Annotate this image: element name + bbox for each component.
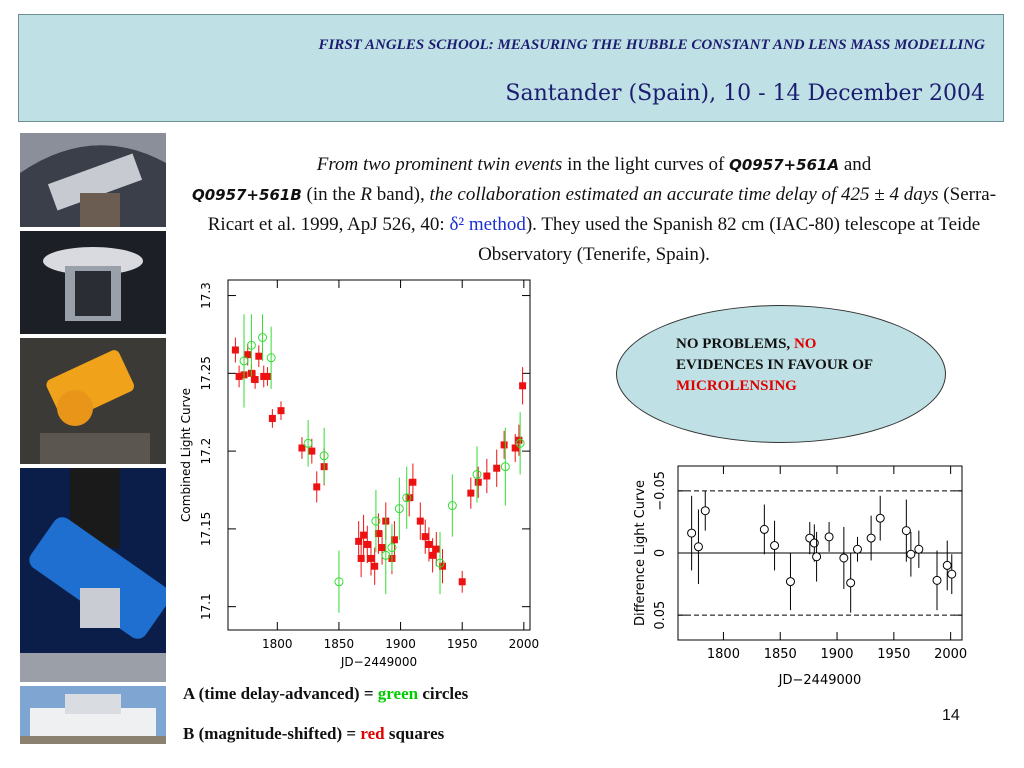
data-point	[840, 554, 848, 562]
data-point-b	[367, 555, 374, 562]
y-tick-label: 17.2	[199, 437, 213, 465]
observatory-building-photo	[20, 686, 166, 744]
callout-text: EVIDENCES IN FAVOUR OF	[676, 357, 873, 373]
intro-text: (Serra-Ricart et al. 1999, ApJ 526, 40:	[207, 184, 997, 235]
data-point-b	[364, 541, 371, 548]
data-point	[915, 545, 923, 553]
data-point	[688, 529, 696, 537]
data-point-b	[429, 552, 436, 559]
conclusion-text	[676, 334, 926, 397]
intro-text: (in the	[301, 184, 361, 205]
method-name: δ² method	[449, 214, 526, 235]
data-point	[701, 507, 709, 515]
data-point-b	[422, 533, 429, 540]
data-point-b	[379, 544, 386, 551]
data-point-b	[467, 490, 474, 497]
legend-text: squares	[384, 724, 445, 743]
data-point	[760, 525, 768, 533]
y-tick-label: 17.1	[199, 593, 213, 621]
x-tick-label: 1950	[446, 637, 478, 651]
header-banner	[18, 14, 1004, 122]
intro-paragraph	[176, 150, 1012, 270]
x-tick-label: 1800	[706, 647, 740, 662]
intro-emphasis: From two prominent twin events	[316, 154, 563, 175]
data-point-b	[475, 479, 482, 486]
x-tick-label: 2000	[934, 647, 968, 662]
telescope-dome-photo	[20, 133, 166, 227]
data-point-b	[459, 578, 466, 585]
x-axis-label: JD−2449000	[778, 673, 862, 688]
legend-text: B (magnitude-shifted) =	[183, 724, 361, 743]
yellow-telescope-photo	[20, 338, 166, 464]
difference-light-curve-chart	[632, 458, 972, 698]
data-point-b	[232, 347, 239, 354]
y-tick-label: 17.15	[199, 511, 213, 547]
data-point-b	[255, 353, 262, 360]
x-tick-label: 1900	[385, 637, 416, 651]
intro-text: band),	[371, 184, 430, 205]
legend-text: A (time delay-advanced) =	[183, 684, 378, 703]
y-tick-label: 17.3	[199, 282, 213, 309]
data-point	[825, 533, 833, 541]
data-point-b	[409, 479, 416, 486]
object-name-b: Q0957+561B	[191, 186, 302, 204]
data-point	[810, 539, 818, 547]
band-name: R	[360, 184, 372, 205]
data-point-b	[433, 546, 440, 553]
data-point	[771, 542, 779, 550]
page-number: 14	[942, 707, 960, 724]
data-point	[943, 561, 951, 569]
slide-subtitle: Santander (Spain), 10 - 14 December 2004	[505, 81, 985, 106]
object-name-a: Q0957+561A	[729, 156, 840, 174]
data-point-b	[269, 415, 276, 422]
intro-text: in the light curves of	[562, 154, 730, 175]
data-point	[867, 534, 875, 542]
legend-series-b	[183, 724, 444, 744]
data-point	[948, 570, 956, 578]
y-tick-label: −0.05	[653, 470, 668, 511]
data-point	[853, 545, 861, 553]
data-point	[933, 576, 941, 584]
data-point-b	[264, 373, 271, 380]
data-point	[876, 514, 884, 522]
legend-text: circles	[418, 684, 469, 703]
x-axis-label: JD−2449000	[340, 655, 418, 669]
callout-highlight: NO	[793, 336, 817, 352]
combined-light-curve-chart	[176, 278, 542, 676]
x-tick-label: 1850	[323, 637, 355, 651]
plot-frame	[228, 280, 530, 630]
legend-color-red: red	[360, 724, 385, 743]
data-point-b	[519, 382, 526, 389]
intro-text: ). They used the Spanish 82 cm (IAC-80) telescope at Teide Observatory (Tenerife, Spain).	[478, 214, 981, 265]
data-point-b	[358, 555, 365, 562]
legend-color-green: green	[377, 684, 419, 703]
data-point-b	[417, 518, 424, 525]
x-tick-label: 1800	[262, 637, 293, 651]
y-axis-label: Combined Light Curve	[179, 388, 193, 522]
callout-text: NO PROBLEMS,	[676, 336, 794, 352]
data-point	[907, 550, 915, 558]
data-point	[813, 553, 821, 561]
data-point-b	[308, 448, 315, 455]
intro-emphasis: the collaboration estimated an accurate time delay of 425 ± 4 days	[429, 184, 939, 205]
data-point	[786, 578, 794, 586]
slide-title: FIRST ANGLES SCHOOL: MEASURING THE HUBBLE CONSTANT AND LENS MASS MODELLING	[318, 37, 985, 53]
data-point-b	[278, 407, 285, 414]
data-point	[847, 579, 855, 587]
data-point-b	[371, 563, 378, 570]
data-point-b	[493, 465, 500, 472]
telescope-mount-photo	[20, 231, 166, 334]
data-point-b	[360, 532, 367, 539]
y-tick-label: 0.05	[653, 600, 668, 630]
x-tick-label: 1950	[877, 647, 911, 662]
y-axis-label: Difference Light Curve	[633, 479, 648, 627]
x-tick-label: 1850	[763, 647, 797, 662]
y-tick-label: 17.25	[199, 356, 213, 391]
data-point-b	[425, 541, 432, 548]
x-tick-label: 2000	[508, 637, 540, 651]
data-point-b	[483, 473, 490, 480]
data-point	[902, 527, 910, 535]
legend-series-a	[183, 684, 468, 704]
data-point-b	[512, 445, 519, 452]
callout-highlight: MICROLENSING	[676, 378, 797, 394]
x-tick-label: 1900	[820, 647, 854, 662]
intro-text: and	[839, 154, 872, 175]
y-tick-label: 0	[653, 548, 668, 558]
blue-telescope-photo	[20, 468, 166, 682]
data-point-b	[252, 376, 259, 383]
data-point-b	[313, 483, 320, 490]
data-point	[694, 543, 702, 551]
data-point-b	[501, 441, 508, 448]
